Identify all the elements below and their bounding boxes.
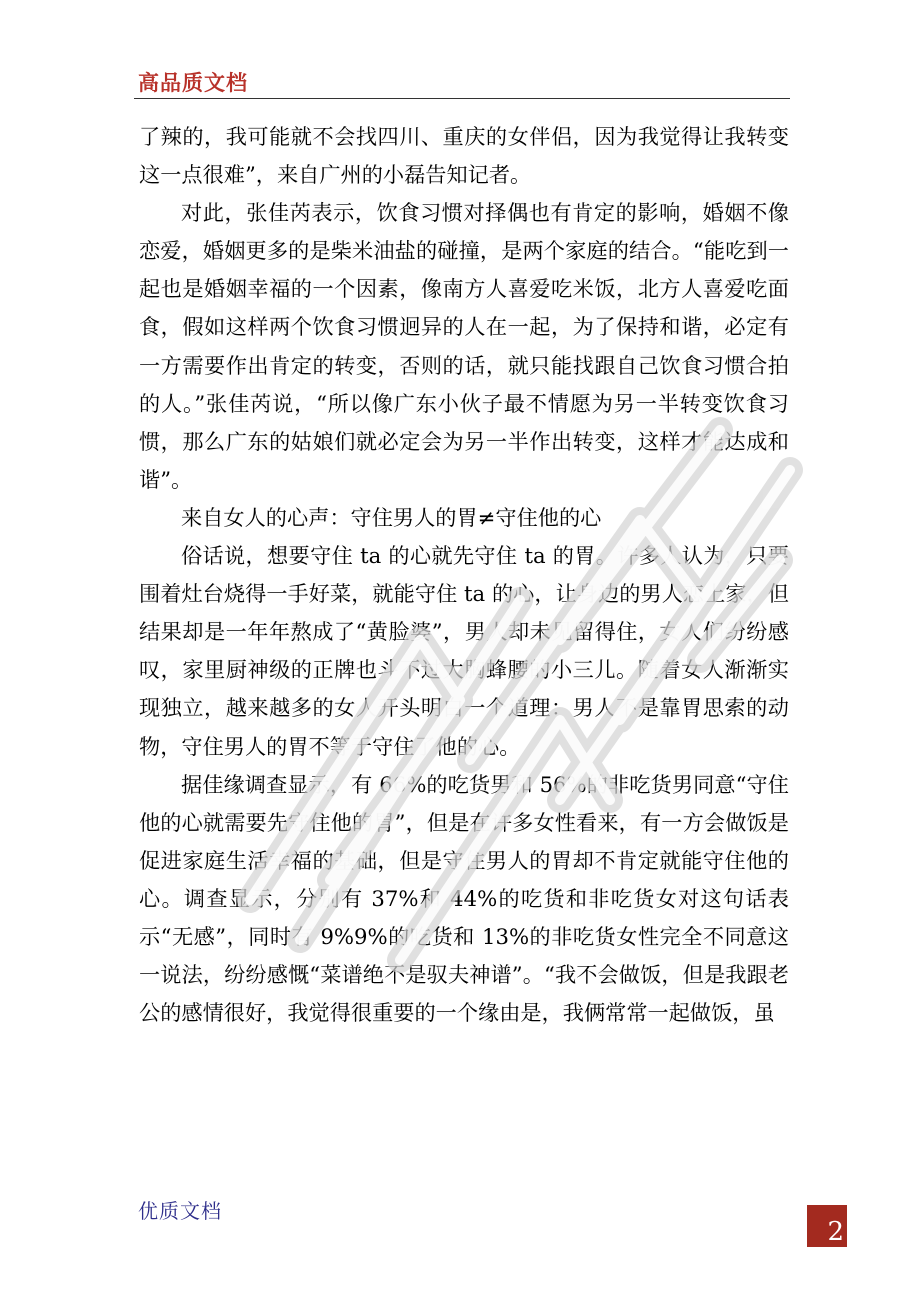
page-number-box xyxy=(807,1205,847,1247)
header-title: 高品质文档 xyxy=(138,71,248,95)
header-divider xyxy=(134,98,790,99)
document-body xyxy=(139,118,789,1032)
paragraph: 据佳缘调查显示，有 66%的吃货男和 56%的非吃货男同意“守住他的心就需要先守住他的胃”，但是在许多女性看来，有一方会做饭是促进家庭生活幸福的基础，但是守住男人的胃却不肯定就能守住他的心。调查显示，分别有 37%和 44%的吃货和非吃货女对这句话表示“无感”，同时有 9%9%的吃货和 13%的非吃货女性完全不同意这一说法，纷纷感慨“菜谱绝不是驭夫神谱”。“我不会做饭，但是我跟老公的感情很好，我觉得很重要的一个缘由是，我俩常常一起做饭，虽 xyxy=(139,771,789,1026)
section-heading: 来自女人的心声：守住男人的胃≠守住他的心 xyxy=(181,504,602,530)
paragraph-continuation: 了辣的，我可能就不会找四川、重庆的女伴侣，因为我觉得让我转变这一点很难”，来自广州的小磊告知记者。 xyxy=(139,124,789,188)
page-number: 2 xyxy=(827,1217,844,1247)
paragraph: 对此，张佳芮表示，饮食习惯对择偶也有肯定的影响，婚姻不像恋爱，婚姻更多的是柴米油盐的碰撞，是两个家庭的结合。“能吃到一起也是婚姻幸福的一个因素，像南方人喜爱吃米饭，北方人喜爱吃面食，假如这样两个饮食习惯迥异的人在一起，为了保持和谐，必定有一方需要作出肯定的转变，否则的话，就只能找跟自己饮食习惯合拍的人。”张佳芮说，“所以像广东小伙子最不情愿为另一半转变饮食习惯，那么广东的姑娘们就必定会为另一半作出转变，这样才能达成和谐”。 xyxy=(139,200,789,492)
paragraph: 俗话说，想要守住 ta 的心就先守住 ta 的胃。许多人认为，只要围着灶台烧得一手好菜，就能守住 ta 的心，让身边的男人恋上家，但结果却是一年年熬成了“黄脸婆”，男人却未见留得住，女人们纷纷感叹，家里厨神级的正牌也斗不过大胸蜂腰的小三儿。随着女人渐渐实现独立，越来越多的女人开头明白一个道理：男人不是靠胃思索的动物，守住男人的胃不等于守住了他的心。 xyxy=(139,543,789,759)
footer-title: 优质文档 xyxy=(138,1199,222,1223)
